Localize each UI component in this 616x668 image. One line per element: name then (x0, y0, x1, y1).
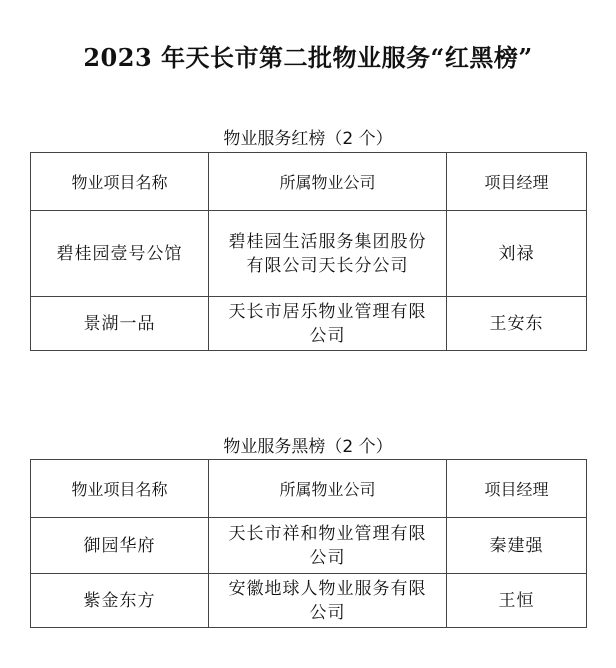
table-header-row (31, 153, 587, 211)
red-list-caption: 物业服务红榜（2 个） (223, 129, 393, 149)
table-row (31, 211, 587, 297)
header-manager: 项目经理 (447, 460, 587, 518)
company-name: 碧桂园生活服务集团股份有限公司天长分公司 (209, 211, 447, 297)
header-company: 所属物业公司 (209, 460, 447, 518)
header-project-name: 物业项目名称 (31, 460, 209, 518)
red-list-table (30, 152, 587, 351)
header-project-name: 物业项目名称 (31, 153, 209, 211)
page-title: 2023 年天长市第二批物业服务“红黑榜” (83, 43, 533, 72)
black-list-table (30, 459, 587, 628)
project-name: 紫金东方 (31, 574, 209, 628)
company-name: 天长市祥和物业管理有限公司 (209, 518, 447, 574)
manager-name: 王安东 (447, 297, 587, 351)
table-row (31, 574, 587, 628)
table-header-row (31, 460, 587, 518)
manager-name: 刘禄 (447, 211, 587, 297)
black-list-caption: 物业服务黑榜（2 个） (223, 437, 393, 457)
company-name: 天长市居乐物业管理有限公司 (209, 297, 447, 351)
manager-name: 王恒 (447, 574, 587, 628)
header-company: 所属物业公司 (209, 153, 447, 211)
project-name: 御园华府 (31, 518, 209, 574)
company-name: 安徽地球人物业服务有限公司 (209, 574, 447, 628)
header-manager: 项目经理 (447, 153, 587, 211)
project-name: 景湖一品 (31, 297, 209, 351)
project-name: 碧桂园壹号公馆 (31, 211, 209, 297)
table-row (31, 297, 587, 351)
table-row (31, 518, 587, 574)
manager-name: 秦建强 (447, 518, 587, 574)
